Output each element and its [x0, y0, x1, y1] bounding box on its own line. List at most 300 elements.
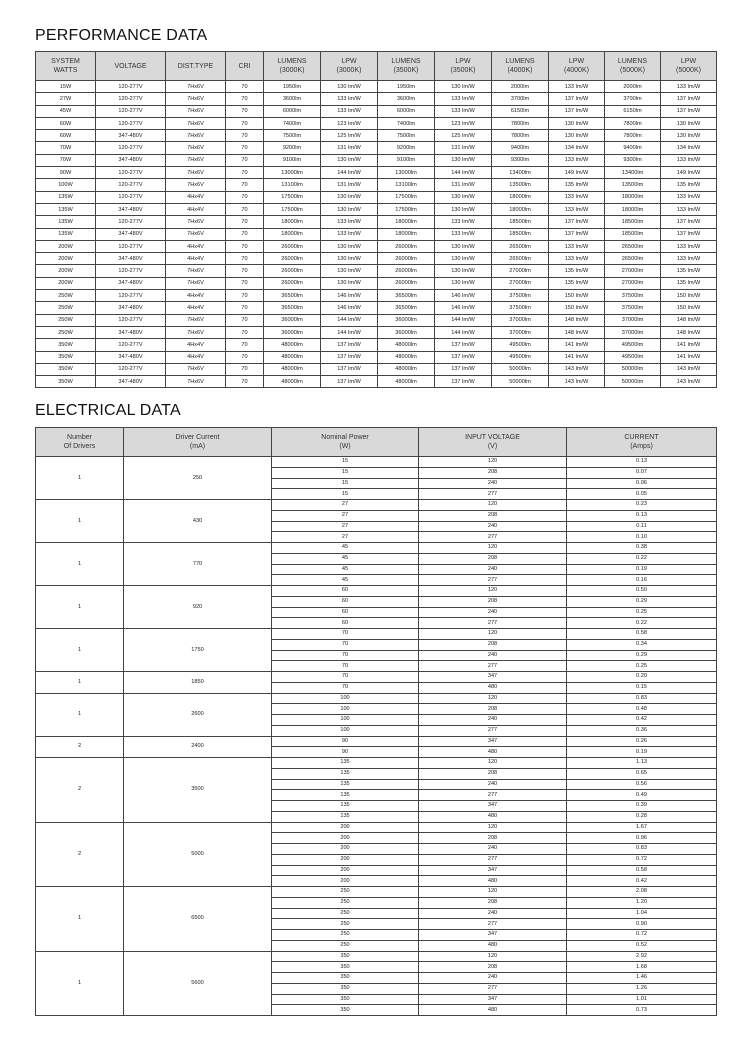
table-cell: 9300lm	[605, 154, 661, 166]
driver-current-cell: 430	[124, 500, 272, 543]
performance-header-label: (4000K)	[564, 67, 589, 74]
input-voltage-cell: 240	[419, 908, 567, 919]
table-cell: 26000lm	[264, 265, 321, 277]
table-cell: 37000lm	[605, 326, 661, 338]
nominal-power-cell: 200	[272, 844, 419, 855]
table-row	[36, 339, 717, 351]
table-cell: 27000lm	[492, 265, 549, 277]
table-cell: 130 lm/W	[435, 253, 492, 265]
table-cell: 48000lm	[264, 339, 321, 351]
performance-header-row	[36, 52, 717, 81]
table-cell: 133 lm/W	[435, 228, 492, 240]
table-cell: 347-480V	[96, 326, 166, 338]
table-cell: 125 lm/W	[435, 130, 492, 142]
electrical-header-label: Of Drivers	[63, 443, 96, 450]
nominal-power-cell: 135	[272, 758, 419, 769]
table-cell: 4Hx4V	[166, 302, 226, 314]
nominal-power-cell: 60	[272, 596, 419, 607]
table-cell: 137 lm/W	[549, 216, 605, 228]
table-cell: 250W	[36, 290, 96, 302]
table-cell: 125 lm/W	[321, 130, 378, 142]
input-voltage-cell: 240	[419, 844, 567, 855]
table-cell: 144 lm/W	[321, 314, 378, 326]
nominal-power-cell: 250	[272, 919, 419, 930]
current-amps-cell: 0.06	[567, 478, 717, 489]
input-voltage-cell: 277	[419, 618, 567, 629]
table-cell: 135 lm/W	[549, 265, 605, 277]
table-cell: 70	[226, 228, 264, 240]
input-voltage-cell: 277	[419, 790, 567, 801]
table-cell: 90W	[36, 167, 96, 179]
input-voltage-cell: 277	[419, 983, 567, 994]
driver-count-cell: 1	[36, 693, 124, 736]
table-cell: 18000lm	[264, 228, 321, 240]
table-cell: 133 lm/W	[661, 81, 717, 93]
nominal-power-cell: 350	[272, 951, 419, 962]
current-amps-cell: 0.34	[567, 639, 717, 650]
table-row	[36, 154, 717, 166]
table-row	[36, 314, 717, 326]
table-cell: 7500lm	[378, 130, 435, 142]
current-amps-cell: 0.19	[567, 564, 717, 575]
table-cell: 133 lm/W	[549, 253, 605, 265]
table-cell: 2000lm	[605, 81, 661, 93]
current-amps-cell: 0.25	[567, 661, 717, 672]
input-voltage-cell: 208	[419, 639, 567, 650]
nominal-power-cell: 250	[272, 887, 419, 898]
table-cell: 133 lm/W	[435, 216, 492, 228]
table-row	[36, 736, 717, 747]
performance-header-label: (4000K)	[507, 67, 533, 74]
table-cell: 50000lm	[492, 363, 549, 375]
table-cell: 48000lm	[378, 351, 435, 363]
table-cell: 135 lm/W	[661, 277, 717, 289]
current-amps-cell: 0.96	[567, 833, 717, 844]
table-cell: 148 lm/W	[549, 314, 605, 326]
performance-header-label: (3500K)	[393, 67, 419, 74]
current-amps-cell: 0.22	[567, 553, 717, 564]
table-cell: 133 lm/W	[321, 216, 378, 228]
table-row	[36, 629, 717, 640]
nominal-power-cell: 27	[272, 500, 419, 511]
table-cell: 70	[226, 167, 264, 179]
input-voltage-cell: 277	[419, 854, 567, 865]
nominal-power-cell: 90	[272, 747, 419, 758]
table-cell: 149 lm/W	[549, 167, 605, 179]
table-cell: 120-277V	[96, 216, 166, 228]
performance-header-label: LPW	[341, 58, 357, 65]
table-row	[36, 142, 717, 154]
table-cell: 130 lm/W	[321, 81, 378, 93]
nominal-power-cell: 350	[272, 994, 419, 1005]
table-row	[36, 290, 717, 302]
table-cell: 26000lm	[378, 277, 435, 289]
table-row	[36, 167, 717, 179]
table-cell: 7Hx6V	[166, 376, 226, 388]
performance-header-label: (3000K)	[279, 67, 305, 74]
table-cell: 70	[226, 105, 264, 117]
driver-current-cell: 2600	[124, 693, 272, 736]
table-cell: 141 lm/W	[549, 339, 605, 351]
table-cell: 350W	[36, 363, 96, 375]
performance-header-label: WATTS	[53, 67, 78, 74]
current-amps-cell: 0.39	[567, 801, 717, 812]
electrical-header-label: Nominal Power	[321, 434, 369, 441]
table-cell: 135 lm/W	[549, 179, 605, 191]
table-cell: 13500lm	[492, 179, 549, 191]
table-cell: 131 lm/W	[435, 179, 492, 191]
table-cell: 70	[226, 117, 264, 129]
driver-count-cell: 1	[36, 500, 124, 543]
table-cell: 137 lm/W	[661, 228, 717, 240]
table-cell: 130 lm/W	[321, 277, 378, 289]
table-cell: 148 lm/W	[661, 326, 717, 338]
table-cell: 130 lm/W	[661, 117, 717, 129]
table-cell: 4Hx4V	[166, 240, 226, 252]
performance-header-label: LUMENS	[277, 58, 307, 65]
table-cell: 26000lm	[378, 240, 435, 252]
table-cell: 130 lm/W	[435, 265, 492, 277]
driver-count-cell: 1	[36, 586, 124, 629]
performance-header-label: SYSTEM	[51, 58, 80, 65]
current-amps-cell: 0.90	[567, 919, 717, 930]
input-voltage-cell: 347	[419, 801, 567, 812]
nominal-power-cell: 135	[272, 790, 419, 801]
nominal-power-cell: 15	[272, 467, 419, 478]
table-cell: 70	[226, 216, 264, 228]
table-cell: 146 lm/W	[435, 290, 492, 302]
table-row	[36, 81, 717, 93]
table-cell: 143 lm/W	[661, 363, 717, 375]
driver-count-cell: 2	[36, 822, 124, 887]
current-amps-cell: 0.48	[567, 704, 717, 715]
nominal-power-cell: 350	[272, 1005, 419, 1016]
input-voltage-cell: 240	[419, 779, 567, 790]
table-cell: 144 lm/W	[435, 167, 492, 179]
input-voltage-cell: 208	[419, 833, 567, 844]
table-cell: 70	[226, 376, 264, 388]
table-cell: 120-277V	[96, 179, 166, 191]
input-voltage-cell: 208	[419, 596, 567, 607]
current-amps-cell: 0.25	[567, 607, 717, 618]
input-voltage-cell: 240	[419, 715, 567, 726]
table-cell: 27W	[36, 93, 96, 105]
table-cell: 7Hx6V	[166, 93, 226, 105]
table-cell: 26500lm	[492, 240, 549, 252]
table-cell: 130 lm/W	[435, 277, 492, 289]
current-amps-cell: 0.42	[567, 876, 717, 887]
table-cell: 133 lm/W	[435, 93, 492, 105]
table-cell: 26500lm	[605, 240, 661, 252]
nominal-power-cell: 135	[272, 811, 419, 822]
table-row	[36, 179, 717, 191]
driver-current-cell: 6500	[124, 887, 272, 952]
table-cell: 17500lm	[264, 203, 321, 215]
table-cell: 36000lm	[378, 326, 435, 338]
table-cell: 36000lm	[264, 326, 321, 338]
table-cell: 149 lm/W	[661, 167, 717, 179]
input-voltage-cell: 347	[419, 672, 567, 683]
current-amps-cell: 0.05	[567, 489, 717, 500]
table-cell: 3700lm	[492, 93, 549, 105]
nominal-power-cell: 250	[272, 930, 419, 941]
input-voltage-cell: 208	[419, 553, 567, 564]
nominal-power-cell: 350	[272, 962, 419, 973]
nominal-power-cell: 100	[272, 693, 419, 704]
nominal-power-cell: 135	[272, 768, 419, 779]
input-voltage-cell: 480	[419, 682, 567, 693]
table-cell: 130 lm/W	[435, 191, 492, 203]
table-cell: 45W	[36, 105, 96, 117]
driver-current-cell: 770	[124, 543, 272, 586]
performance-header-cell	[36, 52, 96, 81]
table-cell: 13400lm	[605, 167, 661, 179]
table-cell: 18000lm	[605, 203, 661, 215]
table-cell: 60W	[36, 130, 96, 142]
performance-header-label: LUMENS	[617, 58, 648, 65]
table-cell: 18500lm	[605, 228, 661, 240]
electrical-header-label: (W)	[339, 443, 351, 450]
nominal-power-cell: 70	[272, 650, 419, 661]
table-cell: 70	[226, 154, 264, 166]
current-amps-cell: 0.50	[567, 586, 717, 597]
nominal-power-cell: 250	[272, 897, 419, 908]
table-cell: 4Hx4V	[166, 253, 226, 265]
nominal-power-cell: 90	[272, 736, 419, 747]
table-cell: 143 lm/W	[661, 376, 717, 388]
table-cell: 347-480V	[96, 203, 166, 215]
input-voltage-cell: 480	[419, 811, 567, 822]
current-amps-cell: 1.67	[567, 822, 717, 833]
table-cell: 135W	[36, 216, 96, 228]
table-row	[36, 363, 717, 375]
table-cell: 150 lm/W	[549, 290, 605, 302]
nominal-power-cell: 45	[272, 575, 419, 586]
table-cell: 131 lm/W	[435, 142, 492, 154]
table-cell: 134 lm/W	[549, 142, 605, 154]
table-cell: 15W	[36, 81, 96, 93]
current-amps-cell: 2.08	[567, 887, 717, 898]
table-cell: 130 lm/W	[435, 240, 492, 252]
nominal-power-cell: 200	[272, 833, 419, 844]
electrical-header-cell	[567, 428, 717, 457]
nominal-power-cell: 70	[272, 639, 419, 650]
table-cell: 200W	[36, 253, 96, 265]
table-cell: 4Hx4V	[166, 203, 226, 215]
input-voltage-cell: 240	[419, 650, 567, 661]
table-cell: 130 lm/W	[661, 130, 717, 142]
input-voltage-cell: 277	[419, 725, 567, 736]
driver-count-cell: 1	[36, 887, 124, 952]
table-row	[36, 822, 717, 833]
performance-header-label: (3000K)	[336, 67, 362, 74]
table-cell: 18000lm	[492, 191, 549, 203]
table-cell: 347-480V	[96, 376, 166, 388]
table-cell: 130 lm/W	[549, 117, 605, 129]
table-cell: 18000lm	[492, 203, 549, 215]
table-cell: 146 lm/W	[321, 302, 378, 314]
table-cell: 144 lm/W	[435, 326, 492, 338]
electrical-header-cell	[419, 428, 567, 457]
driver-count-cell: 2	[36, 736, 124, 758]
table-cell: 70W	[36, 142, 96, 154]
table-cell: 141 lm/W	[549, 351, 605, 363]
performance-data-table	[35, 51, 717, 388]
table-cell: 17500lm	[378, 203, 435, 215]
performance-header-cell	[661, 52, 717, 81]
table-cell: 347-480V	[96, 253, 166, 265]
nominal-power-cell: 70	[272, 661, 419, 672]
table-cell: 50000lm	[605, 376, 661, 388]
current-amps-cell: 0.36	[567, 725, 717, 736]
table-cell: 9400lm	[492, 142, 549, 154]
input-voltage-cell: 208	[419, 897, 567, 908]
table-cell: 70	[226, 290, 264, 302]
table-cell: 141 lm/W	[661, 339, 717, 351]
table-row	[36, 376, 717, 388]
table-row	[36, 240, 717, 252]
current-amps-cell: 0.07	[567, 467, 717, 478]
input-voltage-cell: 277	[419, 919, 567, 930]
table-cell: 133 lm/W	[321, 105, 378, 117]
table-cell: 133 lm/W	[661, 240, 717, 252]
nominal-power-cell: 60	[272, 586, 419, 597]
performance-header-label: LUMENS	[391, 58, 421, 65]
table-cell: 70	[226, 179, 264, 191]
table-cell: 17500lm	[378, 191, 435, 203]
table-cell: 17500lm	[264, 191, 321, 203]
current-amps-cell: 1.20	[567, 897, 717, 908]
table-cell: 133 lm/W	[549, 191, 605, 203]
table-cell: 3700lm	[605, 93, 661, 105]
table-cell: 130 lm/W	[321, 240, 378, 252]
nominal-power-cell: 100	[272, 725, 419, 736]
nominal-power-cell: 45	[272, 564, 419, 575]
table-cell: 150 lm/W	[661, 290, 717, 302]
table-cell: 70	[226, 302, 264, 314]
table-cell: 133 lm/W	[321, 228, 378, 240]
table-cell: 9400lm	[605, 142, 661, 154]
nominal-power-cell: 70	[272, 682, 419, 693]
current-amps-cell: 1.13	[567, 758, 717, 769]
nominal-power-cell: 200	[272, 876, 419, 887]
table-cell: 4Hx4V	[166, 290, 226, 302]
table-cell: 137 lm/W	[661, 105, 717, 117]
input-voltage-cell: 120	[419, 500, 567, 511]
table-cell: 200W	[36, 277, 96, 289]
input-voltage-cell: 120	[419, 543, 567, 554]
electrical-header-label: Number	[67, 434, 92, 441]
nominal-power-cell: 135	[272, 779, 419, 790]
input-voltage-cell: 120	[419, 693, 567, 704]
driver-current-cell: 250	[124, 457, 272, 500]
table-cell: 7Hx6V	[166, 228, 226, 240]
table-cell: 350W	[36, 351, 96, 363]
current-amps-cell: 0.52	[567, 940, 717, 951]
table-cell: 350W	[36, 376, 96, 388]
driver-count-cell: 1	[36, 543, 124, 586]
driver-count-cell: 1	[36, 457, 124, 500]
table-cell: 135 lm/W	[661, 179, 717, 191]
driver-count-cell: 1	[36, 672, 124, 694]
table-cell: 120-277V	[96, 142, 166, 154]
table-cell: 148 lm/W	[549, 326, 605, 338]
table-cell: 36500lm	[264, 302, 321, 314]
electrical-header-cell	[272, 428, 419, 457]
table-cell: 133 lm/W	[549, 203, 605, 215]
electrical-header-label: (mA)	[189, 443, 206, 450]
table-row	[36, 326, 717, 338]
table-row	[36, 693, 717, 704]
table-cell: 120-277V	[96, 81, 166, 93]
driver-current-cell: 3500	[124, 758, 272, 823]
current-amps-cell: 0.13	[567, 510, 717, 521]
table-cell: 143 lm/W	[549, 376, 605, 388]
table-cell: 3600lm	[264, 93, 321, 105]
input-voltage-cell: 120	[419, 951, 567, 962]
table-row	[36, 672, 717, 683]
current-amps-cell: 0.28	[567, 811, 717, 822]
nominal-power-cell: 27	[272, 510, 419, 521]
table-cell: 13100lm	[378, 179, 435, 191]
nominal-power-cell: 250	[272, 940, 419, 951]
table-cell: 130 lm/W	[321, 191, 378, 203]
table-cell: 130 lm/W	[321, 265, 378, 277]
table-cell: 48000lm	[378, 363, 435, 375]
table-cell: 18000lm	[605, 191, 661, 203]
table-cell: 1950lm	[264, 81, 321, 93]
table-cell: 137 lm/W	[435, 363, 492, 375]
current-amps-cell: 0.65	[567, 768, 717, 779]
table-row	[36, 253, 717, 265]
table-cell: 130 lm/W	[435, 81, 492, 93]
nominal-power-cell: 15	[272, 478, 419, 489]
table-cell: 7800lm	[605, 130, 661, 142]
table-cell: 70	[226, 240, 264, 252]
performance-header-label: LUMENS	[505, 58, 535, 65]
nominal-power-cell: 60	[272, 607, 419, 618]
table-cell: 131 lm/W	[321, 142, 378, 154]
input-voltage-cell: 120	[419, 629, 567, 640]
table-row	[36, 302, 717, 314]
table-cell: 7Hx6V	[166, 117, 226, 129]
table-cell: 137 lm/W	[549, 228, 605, 240]
table-cell: 7Hx6V	[166, 81, 226, 93]
table-row	[36, 500, 717, 511]
input-voltage-cell: 208	[419, 510, 567, 521]
table-cell: 141 lm/W	[661, 351, 717, 363]
current-amps-cell: 1.04	[567, 908, 717, 919]
table-cell: 120-277V	[96, 93, 166, 105]
table-cell: 7Hx6V	[166, 326, 226, 338]
performance-header-label: VOLTAGE	[114, 62, 147, 70]
current-amps-cell: 1.01	[567, 994, 717, 1005]
table-cell: 37500lm	[605, 302, 661, 314]
table-cell: 9100lm	[378, 154, 435, 166]
table-cell: 6000lm	[264, 105, 321, 117]
electrical-header-cell	[36, 428, 124, 457]
table-cell: 144 lm/W	[321, 326, 378, 338]
performance-header-cell	[264, 52, 321, 81]
input-voltage-cell: 347	[419, 865, 567, 876]
table-cell: 7Hx6V	[166, 142, 226, 154]
input-voltage-cell: 120	[419, 758, 567, 769]
current-amps-cell: 0.15	[567, 682, 717, 693]
electrical-header-label: Driver Current	[175, 434, 220, 441]
table-cell: 60W	[36, 117, 96, 129]
table-row	[36, 457, 717, 468]
performance-table-body	[36, 81, 717, 388]
